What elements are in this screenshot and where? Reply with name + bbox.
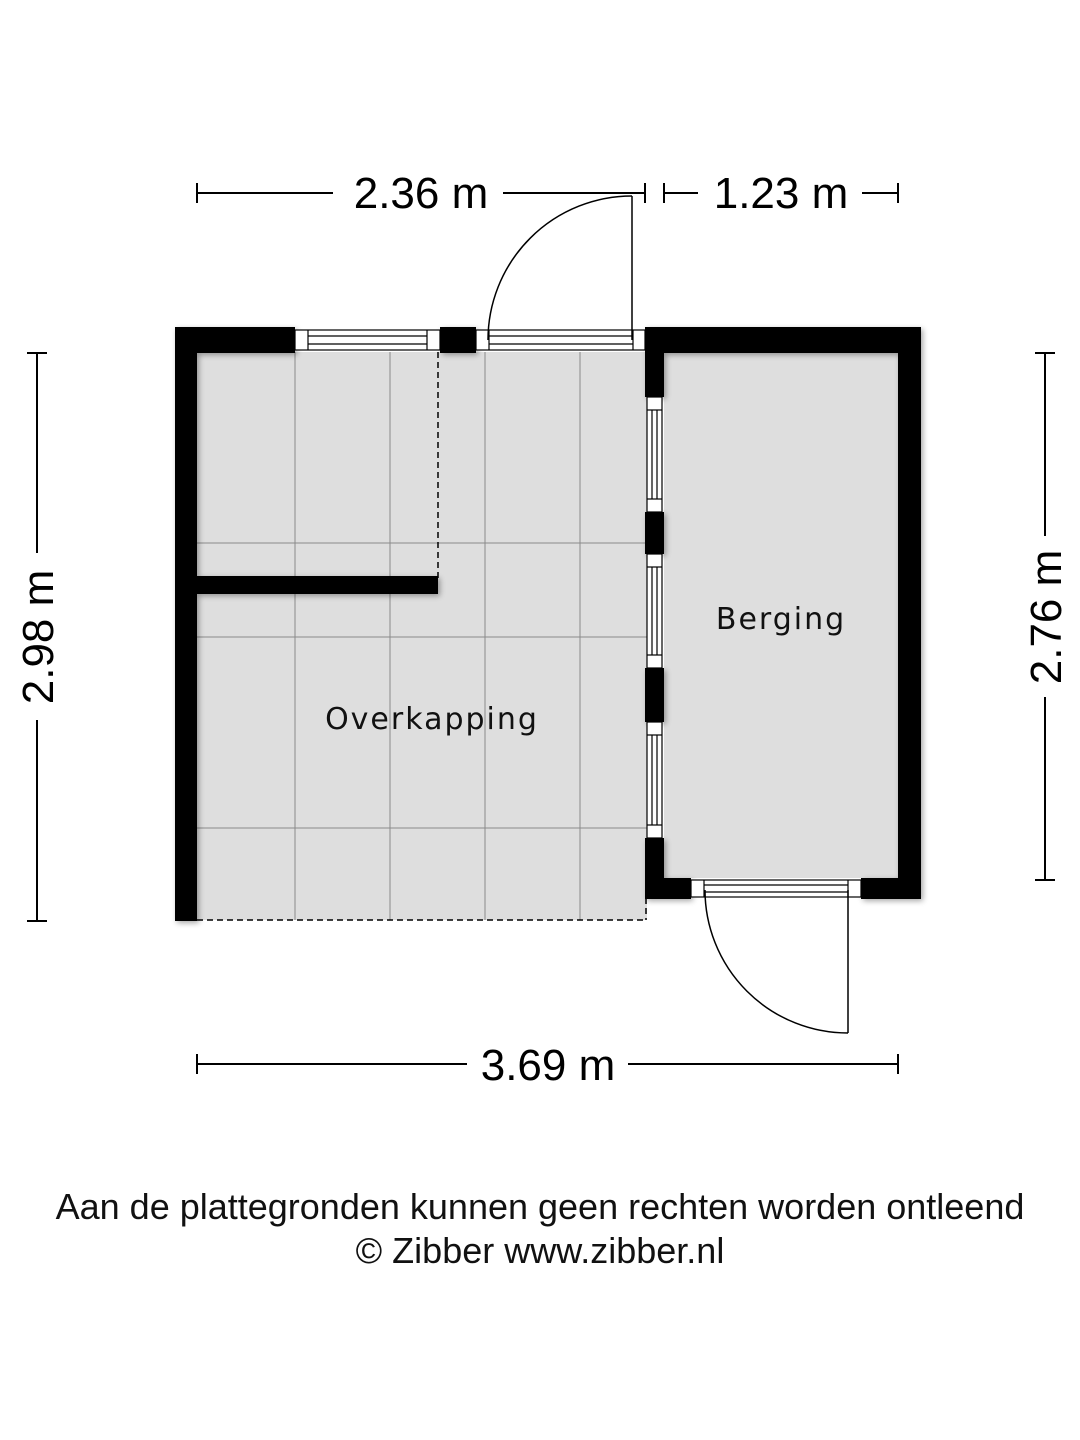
wall-top-left xyxy=(175,327,295,353)
window-top-left xyxy=(295,330,440,350)
dimension-top-right: 1.23 m xyxy=(713,169,849,218)
wall-left xyxy=(175,327,197,921)
wall-right xyxy=(898,327,921,899)
wall-internal xyxy=(197,576,438,594)
window-top-door xyxy=(476,330,645,350)
wall-bottom-left xyxy=(645,878,691,899)
window-bottom-door xyxy=(691,880,861,897)
window-side-2 xyxy=(647,554,662,668)
door-top-arc xyxy=(488,196,632,340)
wall-berging-left-3 xyxy=(645,668,664,722)
wall-top-right xyxy=(645,327,921,353)
dimension-left: 2.98 m xyxy=(14,569,63,705)
window-side-3 xyxy=(647,722,662,838)
disclaimer-text: Aan de plattegronden kunnen geen rechten worden ontleend xyxy=(55,1186,1025,1227)
dimension-right: 2.76 m xyxy=(1022,549,1071,685)
copyright-text: © Zibber www.zibber.nl xyxy=(355,1230,725,1271)
wall-berging-left-2 xyxy=(645,512,664,554)
wall-top-pillar xyxy=(440,327,476,353)
dimension-top-left: 2.36 m xyxy=(353,169,489,218)
window-side-1 xyxy=(647,397,662,512)
door-bottom-arc xyxy=(705,890,848,1033)
room-label-overkapping: Overkapping xyxy=(325,702,539,737)
wall-bottom-right xyxy=(861,878,921,899)
dimension-bottom: 3.69 m xyxy=(480,1041,616,1090)
wall-berging-left-1 xyxy=(645,327,664,397)
room-label-berging: Berging xyxy=(715,602,847,637)
